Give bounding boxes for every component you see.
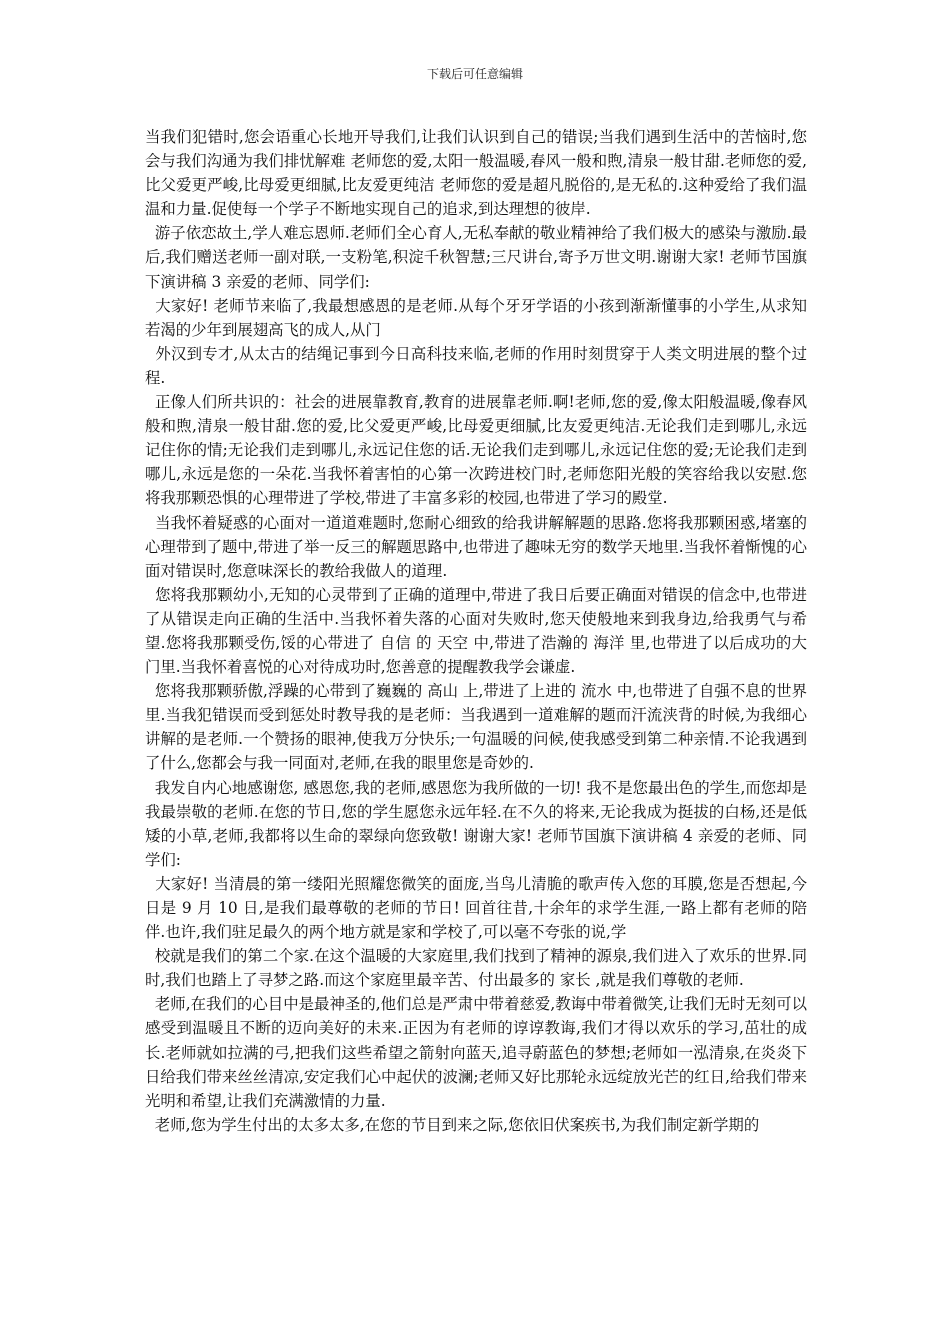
paragraph: 您将我那颗幼小,无知的心灵带到了正确的道理中,带进了我日后要正确面对错误的信念中,也带进了从错误走向正确的生活中.当我怀着失落的心面对失败时,您天使般地来到我身边,给我勇气与希望.您将我那颗受伤,馁的心带进了 自信 的 天空 中,带进了浩瀚的 海洋 里,也带进了以后成功的大门里.当我怀着喜悦的心对待成功时,您善意的提醒教我学会谦虚.	[145, 585, 807, 677]
paragraph: 正像人们所共识的：社会的进展靠教育,教育的进展靠老师.啊!老师,您的爱,像太阳般温暖,像春风般和煦,清泉一般甘甜.您的爱,比父爱更严峻,比母爱更细腻,比友爱更纯洁.无论我们走到哪儿,永远记住你的情;无论我们走到哪儿,永远记住您的话.无论我们走到哪儿,永远记住您的爱;无论我们走到哪儿,永远是您的一朵花.当我怀着害怕的心第一次跨进校门时,老师您阳光般的笑容给我以安慰.您将我那颗恐惧的心理带进了学校,带进了丰富多彩的校园,也带进了学习的殿堂.	[145, 393, 807, 508]
paragraph: 大家好! 老师节来临了,我最想感恩的是老师.从每个牙牙学语的小孩到渐渐懂事的小学生,从求知若渴的少年到展翅高飞的成人,从门	[145, 296, 807, 339]
paragraph: 当我怀着疑惑的心面对一道道难题时,您耐心细致的给我讲解解题的思路.您将我那颗困惑,堵塞的心理带到了题中,带进了举一反三的解题思路中,也带进了趣味无穷的数学天地里.当我怀着惭愧的心面对错误时,您意味深长的教给我做人的道理.	[145, 513, 807, 580]
document-body	[145, 125, 807, 1137]
paragraph: 老师,您为学生付出的太多太多,在您的节目到来之际,您依旧伏案疾书,为我们制定新学期的	[145, 1115, 760, 1134]
paragraph: 大家好! 当清晨的第一缕阳光照耀您微笑的面庞,当鸟儿清脆的歌声传入您的耳膜,您是否想起,今日是 9 月 10 日,是我们最尊敬的老师的节日! 回首往昔,十余年的求学生涯,一路上都有老师的陪伴.也许,我们驻足最久的两个地方就是家和学校了,可以毫不夸张的说,学	[145, 874, 807, 942]
paragraph: 外汉到专才,从太古的结绳记事到今日高科技来临,老师的作用时刻贯穿于人类文明进展的整个过程.	[145, 344, 807, 387]
paragraph: 老师,在我们的心目中是最神圣的,他们总是严肃中带着慈爱,教诲中带着微笑,让我们无时无刻可以感受到温暖且不断的迈向美好的未来.正因为有老师的谆谆教诲,我们才得以欢乐的学习,茁壮的成长.老师就如拉满的弓,把我们这些希望之箭射向蓝天,追寻蔚蓝色的梦想;老师如一泓清泉,在炎炎下日给我们带来丝丝清凉,安定我们心中起伏的波澜;老师又好比那轮永远绽放光芒的红日,给我们带来光明和希望,让我们充满激情的力量.	[145, 995, 807, 1110]
paragraph: 您将我那颗骄傲,浮躁的心带到了巍巍的 高山 上,带进了上进的 流水 中,也带进了自强不息的世界里.当我犯错误而受到惩处时教导我的是老师：当我遇到一道难解的题而汗流浃背的时候,为我细心讲解的是老师.一个赞扬的眼神,使我万分快乐;一句温暖的问候,使我感受到第二种亲情.不论我遇到了什么,您都会与我一同面对,老师,在我的眼里您是奇妙的.	[145, 682, 807, 773]
page-header: 下载后可任意编辑	[426, 67, 523, 81]
paragraph: 当我们犯错时,您会语重心长地开导我们,让我们认识到自己的错误;当我们遇到生活中的苦恼时,您会与我们沟通为我们排忧解难 老师您的爱,太阳一般温暖,春风一般和煦,清泉一般甘甜.老师您的爱,比父爱更严峻,比母爱更细腻,比友爱更纯洁 老师您的爱是超凡脱俗的,是无私的.这种爱给了我们温温和力量.促使每一个学子不断地实现自己的追求,到达理想的彼岸.	[145, 128, 807, 219]
paragraph: 校就是我们的第二个家.在这个温暖的大家庭里,我们找到了精神的源泉,我们进入了欢乐的世界.同时,我们也踏上了寻梦之路.而这个家庭里最辛苦、付出最多的 家长 ,就是我们尊敬的老师.	[145, 947, 807, 990]
paragraph: 我发自内心地感谢您, 感恩您,我的老师,感恩您为我所做的一切! 我不是您最出色的学生,而您却是我最崇敬的老师.在您的节日,您的学生愿您永远年轻.在不久的将来,无论我成为挺拔的白杨,还是低矮的小草,老师,我都将以生命的翠绿向您致敬! 谢谢大家! 老师节国旗下演讲稿 4 亲爱的老师、同学们:	[145, 778, 807, 869]
paragraph: 游子依恋故土,学人难忘恩师.老师们全心育人,无私奉献的敬业精神给了我们极大的感染与激励.最后,我们赠送老师一副对联,一支粉笔,积淀千秋智慧;三尺讲台,寄予万世文明.谢谢大家! 老师节国旗下演讲稿 3 亲爱的老师、同学们:	[145, 224, 807, 291]
